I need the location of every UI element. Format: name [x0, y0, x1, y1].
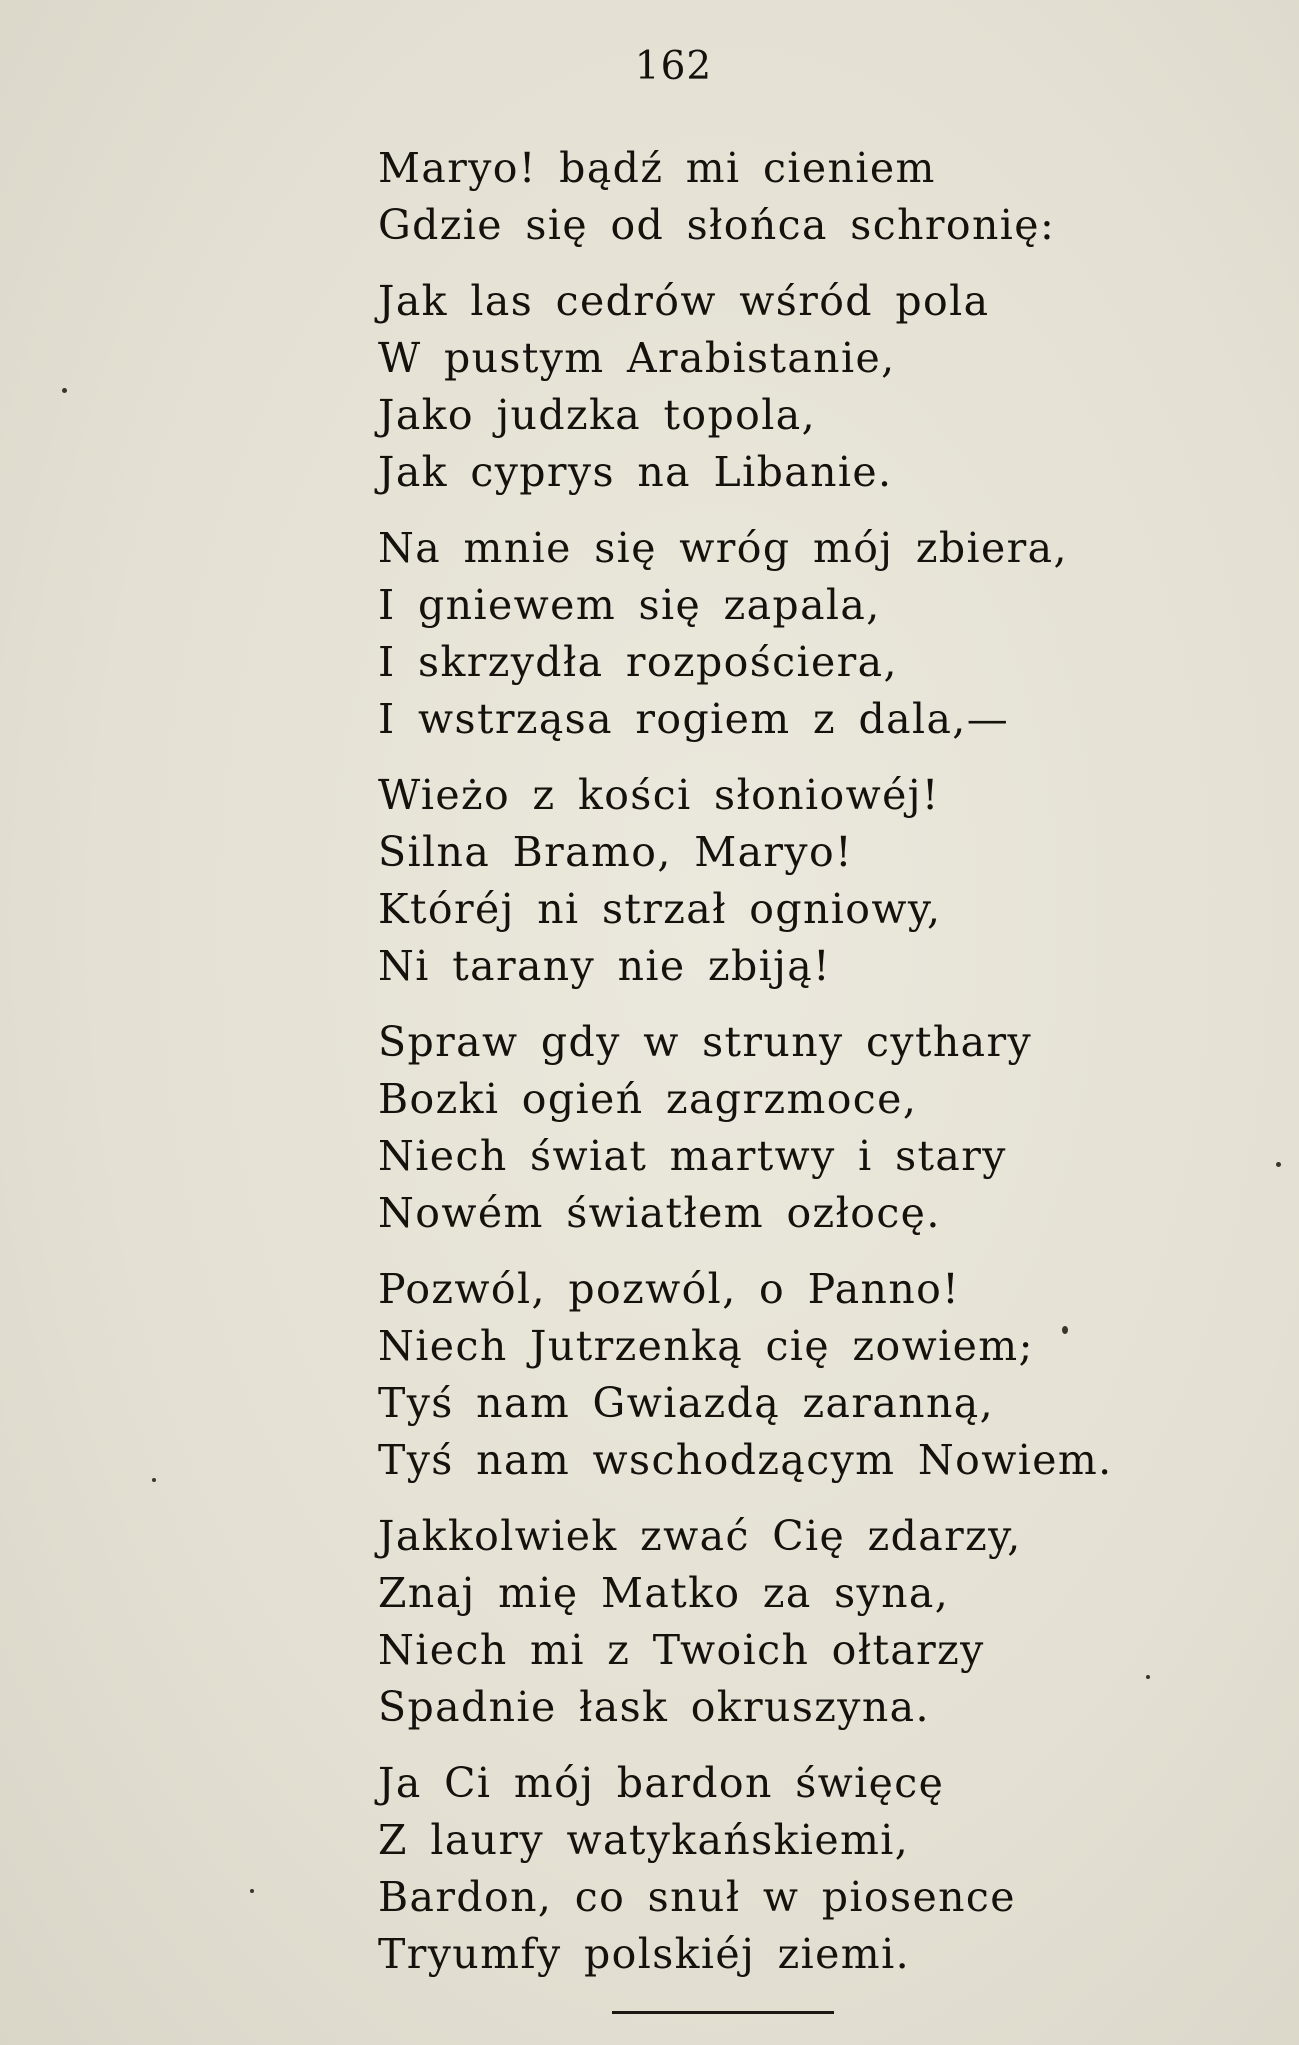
verse-line: I wstrząsa rogiem z dala,— — [378, 695, 1010, 743]
verse-line: Ni tarany nie zbiją! — [378, 942, 831, 990]
verse-line: Jak las cedrów wśród pola — [378, 277, 990, 325]
print-speck — [1276, 1162, 1281, 1167]
print-speck — [152, 1478, 156, 1482]
verse-line: Tryumfy polskiéj ziemi. — [378, 1930, 911, 1978]
print-speck — [1146, 1675, 1150, 1679]
poem — [378, 140, 1113, 2002]
stanza-1 — [378, 140, 1098, 254]
verse-line: Spadnie łask okruszyna. — [378, 1683, 930, 1731]
print-speck — [1062, 1326, 1068, 1334]
verse-line: Na mnie się wróg mój zbiera, — [378, 524, 1068, 572]
verse-line: Niech Jutrzenką cię zowiem; — [378, 1322, 1034, 1370]
verse-line: W pustym Arabistanie, — [378, 334, 896, 382]
verse-line: Jakkolwiek zwać Cię zdarzy, — [378, 1512, 1022, 1560]
verse-line: Tyś nam wschodzącym Nowiem. — [378, 1436, 1113, 1484]
stanza-8 — [378, 1755, 1098, 1983]
verse-line: I skrzydła rozpościera, — [378, 638, 898, 686]
verse-line: Maryo! bądź mi cieniem — [378, 144, 936, 192]
verse-line: Niech świat martwy i stary — [378, 1132, 1007, 1180]
stanza-2 — [378, 273, 1098, 501]
end-rule-divider — [612, 2011, 834, 2014]
verse-line: I gniewem się zapala, — [378, 581, 881, 629]
stanza-4 — [378, 767, 1098, 995]
page-number: 162 — [634, 44, 713, 89]
verse-line: Silna Bramo, Maryo! — [378, 828, 853, 876]
verse-line: Któréj ni strzał ogniowy, — [378, 885, 942, 933]
verse-line: Spraw gdy w struny cythary — [378, 1018, 1033, 1066]
verse-line: Gdzie się od słońca schronię: — [378, 201, 1056, 249]
verse-line: Wieżo z kości słoniowéj! — [378, 771, 940, 819]
verse-line: Ja Ci mój bardon święcę — [378, 1759, 945, 1807]
verse-line: Nowém światłem ozłocę. — [378, 1189, 941, 1237]
verse-line: Niech mi z Twoich ołtarzy — [378, 1626, 985, 1674]
verse-line: Znaj mię Matko za syna, — [378, 1569, 950, 1617]
verse-line: Tyś nam Gwiazdą zaranną, — [378, 1379, 995, 1427]
print-speck — [62, 388, 67, 393]
verse-line: Bozki ogień zagrzmoce, — [378, 1075, 918, 1123]
verse-line: Bardon, co snuł w piosence — [378, 1873, 1016, 1921]
verse-line: Pozwól, pozwól, o Panno! — [378, 1265, 961, 1313]
stanza-5 — [378, 1014, 1098, 1242]
stanza-6 — [378, 1261, 1113, 1489]
verse-line: Jako judzka topola, — [378, 391, 817, 439]
verse-line: Z laury watykańskiemi, — [378, 1816, 910, 1864]
stanza-3 — [378, 520, 1098, 748]
verse-line: Jak cyprys na Libanie. — [378, 448, 893, 496]
stanza-7 — [378, 1508, 1098, 1736]
print-speck — [250, 1889, 254, 1893]
